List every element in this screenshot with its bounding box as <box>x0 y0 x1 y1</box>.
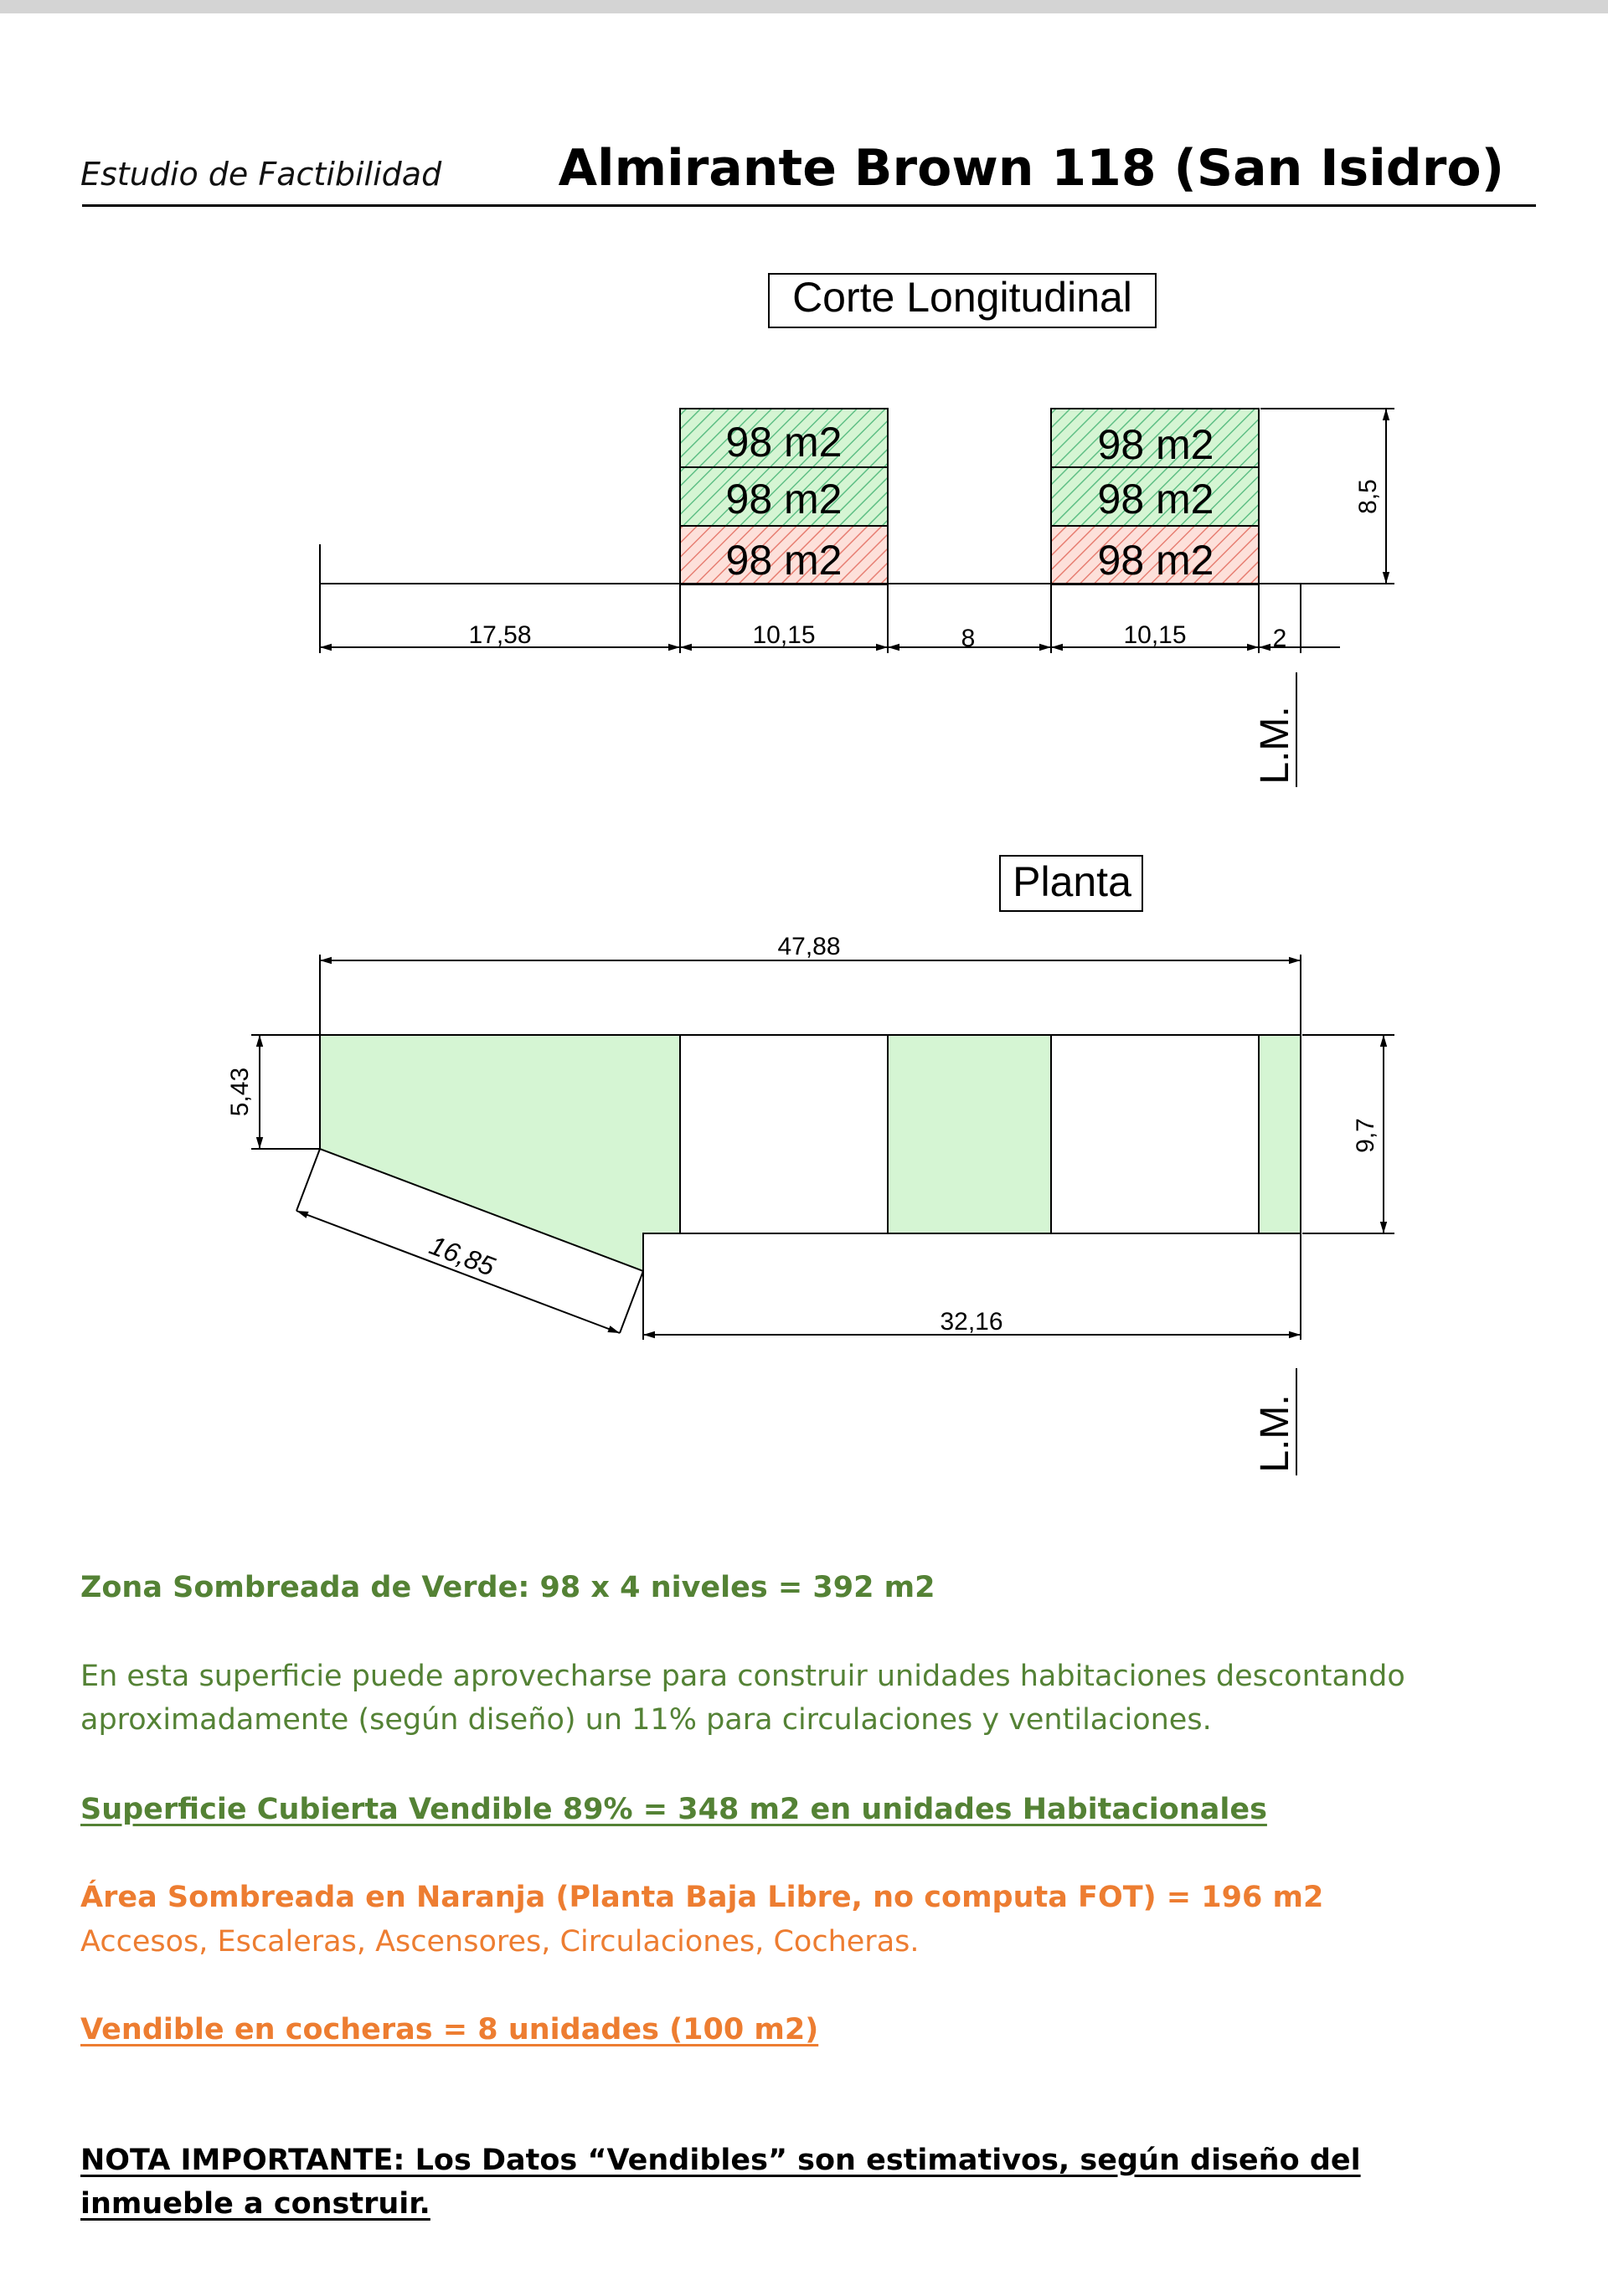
planta-title: Planta <box>1013 858 1131 905</box>
corte-dim-3: 8 <box>961 625 976 652</box>
corte-dim-4: 10,15 <box>1123 621 1187 649</box>
note-accesos: Accesos, Escaleras, Ascensores, Circulaciones, Cocheras. <box>80 1925 920 1959</box>
block-b-label-2: 98 m2 <box>1097 476 1214 523</box>
block-a-label-1: 98 m2 <box>725 537 843 584</box>
corte-height: 8,5 <box>1354 479 1382 514</box>
planta-building-b <box>1051 1035 1259 1233</box>
block-b-label-1: 98 m2 <box>1097 537 1214 584</box>
corte-dim-5: 2 <box>1272 625 1287 652</box>
planta-lm: L.M. <box>1253 1394 1297 1473</box>
planta-building-a <box>680 1035 888 1233</box>
planta-section <box>226 856 1394 1475</box>
note-area-naranja: Área Sombreada en Naranja (Planta Baja Libre, no computa FOT) = 196 m2 <box>80 1881 1324 1914</box>
note-cocheras: Vendible en cocheras = 8 unidades (100 m2) <box>80 2013 819 2046</box>
note-zona-verde: Zona Sombreada de Verde: 98 x 4 niveles = 392 m2 <box>80 1571 935 1604</box>
corte-dim-2: 10,15 <box>752 621 816 649</box>
corte-section <box>320 274 1394 787</box>
planta-left-side: 5,43 <box>226 1067 254 1117</box>
note-superficie: Superficie Cubierta Vendible 89% = 348 m2 en unidades Habitacionales <box>80 1793 1267 1826</box>
corte-block-a <box>680 409 888 584</box>
planta-width-top: 47,88 <box>777 933 841 960</box>
planta-bottom-width: 32,16 <box>940 1308 1003 1336</box>
block-b-label-3: 98 m2 <box>1097 421 1214 468</box>
document-subtitle: Estudio de Factibilidad <box>80 156 442 193</box>
corte-lm: L.M. <box>1253 706 1297 785</box>
block-a-label-3: 98 m2 <box>725 419 843 466</box>
block-a-label-2: 98 m2 <box>725 476 843 523</box>
document-title: Almirante Brown 118 (San Isidro) <box>558 139 1504 198</box>
planta-green-zone-middle <box>888 1035 1051 1233</box>
planta-diagonal: 16,85 <box>425 1229 499 1282</box>
planta-right-side: 9,7 <box>1352 1118 1379 1153</box>
planta-green-zone-left <box>320 1035 680 1271</box>
corte-dim-1: 17,58 <box>468 621 532 649</box>
note-importante: NOTA IMPORTANTE: Los Datos “Vendibles” son estimativos, según diseño del inmueble a construir. <box>80 2144 1361 2221</box>
corte-block-b <box>1051 409 1259 584</box>
planta-green-zone-right <box>1259 1035 1301 1233</box>
note-paragraph-1: En esta superficie puede aprovecharse para construir unidades habitaciones descontando aproximadamente (según diseño) un 11% para circulaciones y ventilaciones. <box>80 1660 1405 1737</box>
corte-title: Corte Longitudinal <box>792 274 1132 321</box>
